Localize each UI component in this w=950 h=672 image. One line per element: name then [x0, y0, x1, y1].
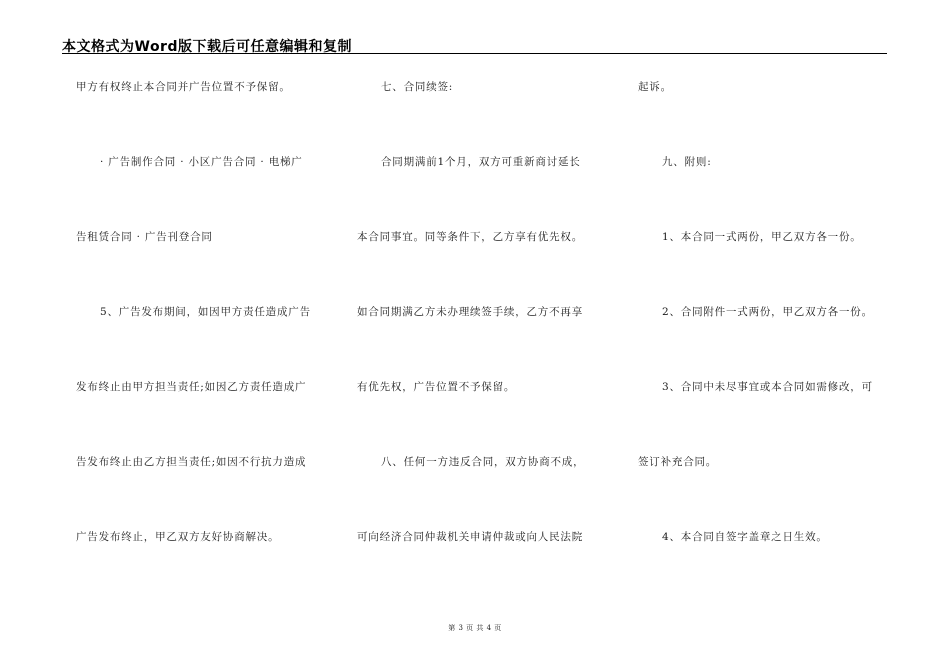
text-line: 签订补充合同。 [638, 456, 718, 468]
header-divider [62, 53, 887, 54]
document-header-title: 本文格式为Word版下载后可任意编辑和复制 [62, 39, 352, 55]
text-line: 告发布终止由乙方担当责任;如因不行抗力造成 [76, 456, 307, 468]
section-heading: 九、附则: [662, 156, 712, 168]
text-line: 2、合同附件一式两份，甲乙双方各一份。 [662, 306, 873, 318]
text-line: 有优先权，广告位置不予保留。 [357, 381, 516, 393]
text-line: 广告发布终止，甲乙双方友好协商解决。 [76, 531, 280, 543]
text-line: 八、任何一方违反合同，双方协商不成， [381, 456, 585, 468]
text-line: 4、本合同自签字盖章之日生效。 [662, 531, 828, 543]
section-heading: 七、合同续签: [381, 81, 454, 93]
text-line: 起诉。 [638, 81, 672, 93]
related-links-line: · 广告制作合同 · 小区广告合同 · 电梯广 [100, 156, 303, 168]
related-links-line: 告租赁合同 · 广告刊登合同 [76, 231, 213, 243]
text-line: 1、本合同一式两份，甲乙双方各一份。 [662, 231, 862, 243]
page-number-footer: 第 3 页 共 4 页 [448, 624, 502, 632]
text-line: 可向经济合同仲裁机关申请仲裁或向人民法院 [357, 531, 583, 543]
text-line: 甲方有权终止本合同并广告位置不予保留。 [76, 81, 291, 93]
text-line: 发布终止由甲方担当责任;如因乙方责任造成广 [76, 381, 307, 393]
text-line: 3、合同中未尽事宜或本合同如需修改，可 [662, 381, 873, 393]
text-line: 如合同期满乙方未办理续签手续，乙方不再享 [357, 306, 583, 318]
text-line: 合同期满前1个月，双方可重新商讨延长 [381, 156, 581, 168]
text-line: 5、广告发布期间，如因甲方责任造成广告 [100, 306, 311, 318]
text-line: 本合同事宜。同等条件下，乙方享有优先权。 [357, 231, 583, 243]
